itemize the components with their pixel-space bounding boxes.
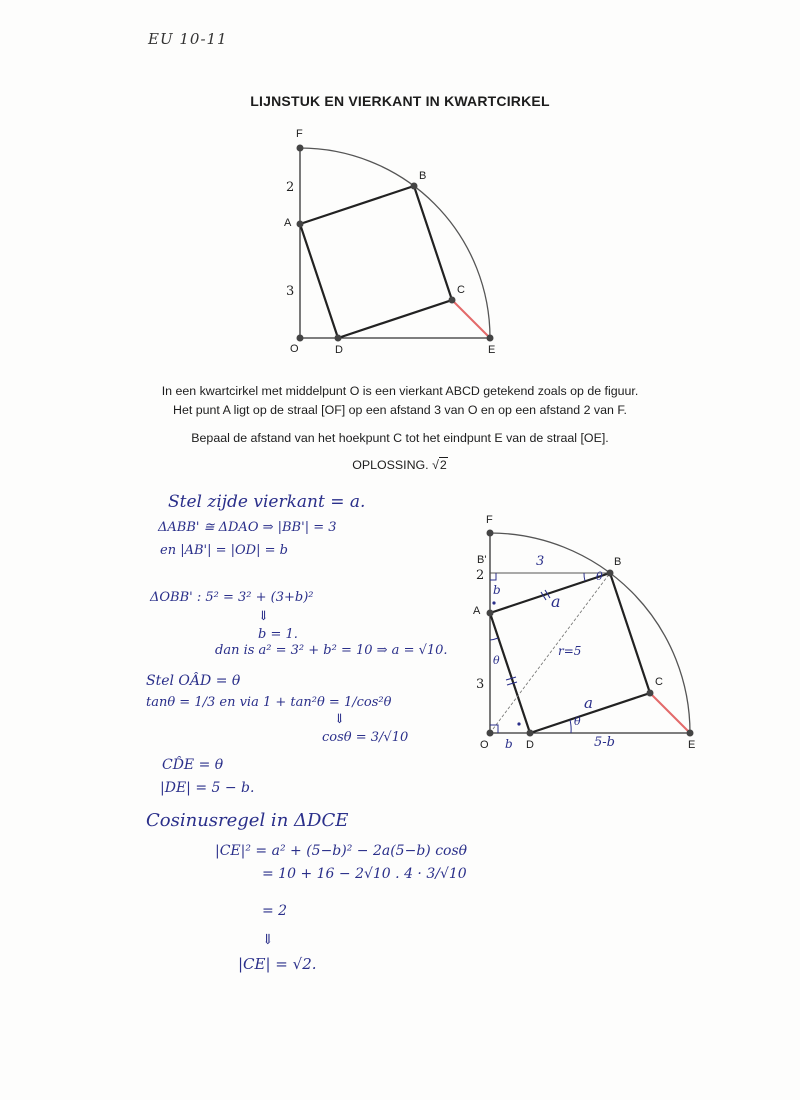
hand-line-10: ⇓	[334, 712, 345, 727]
angle-theta-A: θ	[493, 654, 500, 667]
point-A	[297, 221, 304, 228]
intro-line-1: In een kwartcirkel met middelpunt O is een vierkant ABCD getekend zoals op de figuur.	[161, 384, 639, 398]
hand-line-1: Stel zijde vierkant = a.	[168, 492, 366, 512]
label-D-2: D	[526, 739, 534, 751]
page-title: LIJNSTUK EN VIERKANT IN KWARTCIRKEL	[250, 93, 550, 109]
label-B-2: B	[614, 556, 622, 568]
solution-label: OPLOSSING.	[352, 458, 429, 472]
label-E-2: E	[688, 739, 696, 751]
hand-line-4: ΔOBB' : 5² = 3² + (3+b)²	[150, 590, 314, 605]
angle-dot-D	[517, 722, 520, 725]
label-D: D	[335, 344, 343, 356]
hand-line-13: |DE| = 5 − b.	[160, 780, 255, 796]
right-angle-mark-B1	[490, 573, 496, 580]
hand-line-2: ΔABB' ≅ ΔDAO ⇒ |BB'| = 3	[158, 520, 337, 535]
radius-label: r=5	[558, 644, 582, 658]
point-F-2	[487, 530, 494, 537]
label-O: O	[290, 343, 299, 355]
point-B	[411, 183, 418, 190]
angle-theta-D: θ	[574, 715, 581, 728]
hand-line-17: = 2	[262, 903, 288, 919]
hand-line-15: |CE|² = a² + (5−b)² − 2a(5−b) cosθ	[215, 843, 468, 859]
label-A: A	[284, 217, 292, 229]
hand-line-3: en |AB'| = |OD| = b	[160, 543, 288, 558]
label-C-2: C	[655, 676, 663, 688]
intro-line-2: Het punt A ligt op de straal [OF] op een afstand 3 van O en op een afstand 2 van F.	[173, 403, 627, 417]
segment-B1A-length: b	[493, 583, 501, 597]
hand-line-8: Stel OÂD = θ	[146, 673, 241, 689]
hand-line-14: Cosinusregel in ΔDCE	[146, 810, 349, 831]
segment-AO-length-2: 3	[476, 677, 485, 692]
label-C: C	[457, 284, 465, 296]
point-B-2	[607, 570, 614, 577]
label-F: F	[296, 128, 303, 140]
point-A-2	[487, 610, 494, 617]
hand-line-9: tanθ = 1/3 en via 1 + tan²θ = 1/cos²θ	[146, 695, 392, 710]
hand-line-7: dan is a² = 3² + b² = 10 ⇒ a = √10.	[215, 643, 448, 658]
segment-DE-length: 5-b	[594, 735, 615, 750]
point-E	[487, 335, 494, 342]
hand-line-6: b = 1.	[258, 627, 298, 642]
hand-line-16: = 10 + 16 − 2√10 . 4 · 3/√10	[262, 866, 467, 882]
point-O-2	[487, 730, 494, 737]
hand-line-18: ⇓	[262, 932, 274, 948]
angle-theta-B: θ	[596, 570, 603, 583]
solution-value: 2	[439, 458, 447, 472]
square-ABCD	[300, 186, 452, 338]
point-O	[297, 335, 304, 342]
hand-line-12: CD̂E = θ	[162, 757, 224, 773]
label-B1-2: B'	[477, 554, 487, 566]
point-C-2	[647, 690, 654, 697]
point-D-2	[527, 730, 534, 737]
point-D	[335, 335, 342, 342]
label-O-2: O	[480, 739, 489, 751]
angle-arc-A	[490, 638, 498, 640]
side-AB-label: a	[551, 592, 561, 611]
segment-FA-length: 2	[286, 180, 295, 195]
hand-line-5: ⇓	[258, 609, 269, 624]
label-B: B	[419, 170, 427, 182]
question-text: Bepaal de afstand van het hoekpunt C tot het eindpunt E van de straal [OE].	[191, 431, 609, 445]
segment-CE-2	[650, 693, 690, 733]
label-A-2: A	[473, 605, 481, 617]
point-E-2	[687, 730, 694, 737]
document-code: EU 10-11	[148, 30, 228, 48]
segment-OD-length: b	[505, 737, 513, 751]
side-DC-label: a	[584, 694, 593, 712]
sqrt-symbol: √	[432, 458, 439, 472]
solution-line	[0, 458, 800, 472]
angle-arc-B	[584, 573, 585, 581]
segment-AO-length: 3	[286, 284, 295, 299]
angle-dot-A	[492, 601, 495, 604]
segment-FB1-length: 2	[476, 568, 485, 583]
point-C	[449, 297, 456, 304]
segment-CE	[452, 300, 490, 338]
segment-B1B-length: 3	[536, 554, 545, 569]
point-F	[297, 145, 304, 152]
label-E: E	[488, 344, 496, 356]
angle-arc-D	[570, 720, 571, 733]
hand-line-11: cosθ = 3/√10	[322, 730, 409, 745]
hand-line-19: |CE| = √2.	[238, 955, 317, 973]
label-F-2: F	[486, 514, 493, 526]
